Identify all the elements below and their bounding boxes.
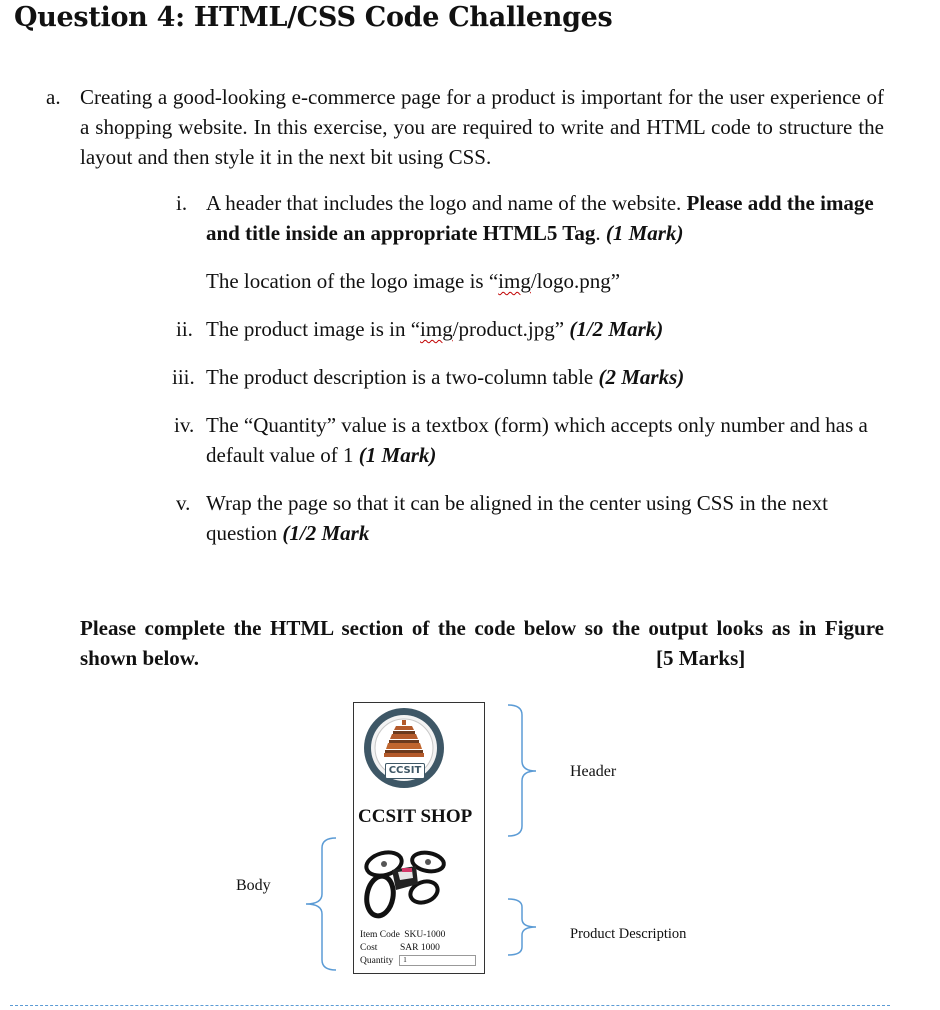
list-marker-a: a. [46, 85, 61, 109]
logo-location-note [206, 266, 620, 296]
item-ii-post: /product.jpg” [452, 317, 570, 341]
list-marker-i: i. [176, 191, 188, 215]
header-brace-icon [504, 703, 544, 838]
item-iii-text: The product description is a two-column table [206, 365, 599, 389]
product-image [358, 838, 458, 926]
item-iv-mark: (1 Mark) [358, 443, 437, 467]
drone-icon [358, 838, 458, 926]
intro-paragraph: Creating a good-looking e-commerce page for a product is important for the user experience of a shopping website. In this exercise, you are required to write and HTML code to structure the layout and then style it in the next bit using CSS. [80, 85, 884, 169]
logo-text: CCSIT [385, 763, 425, 779]
item-i-text: A header that includes the logo and name of the website. [206, 191, 687, 215]
marks-total: [5 Marks] [656, 646, 746, 670]
desc-row-cost [360, 942, 440, 955]
list-marker-iii: iii. [172, 365, 195, 389]
instruction-text: Please complete the HTML section of the code below so the output looks as in Figure shown below. [80, 616, 884, 670]
quantity-input[interactable]: 1 [399, 955, 476, 966]
desc-row-quantity [360, 955, 476, 968]
shop-name: CCSIT SHOP [358, 806, 473, 827]
question-title: Question 4: HTML/CSS Code Challenges [14, 2, 613, 33]
logo-note-post: /logo.png” [530, 269, 621, 293]
item-ii [206, 314, 663, 344]
item-ii-img: img [420, 317, 453, 341]
item-iv [206, 410, 876, 470]
item-ii-mark: (1/2 Mark) [569, 317, 664, 341]
item-v [206, 488, 876, 548]
body-label: Body [236, 877, 271, 894]
item-i-mark: (1 Mark) [605, 221, 684, 245]
item-iv-text: The “Quantity” value is a textbox (form) which accepts only number and has a default value of 1 [206, 413, 868, 467]
item-i-bold: Please add the image and title inside an appropriate HTML5 Tag [206, 191, 874, 245]
product-description-label: Product Description [570, 926, 687, 942]
cost-value: SAR 1000 [400, 943, 440, 953]
item-ii-pre: The product image is in “ [206, 317, 421, 341]
logo-image [362, 706, 446, 790]
item-iii [206, 362, 684, 392]
cost-label: Cost [360, 943, 378, 953]
list-marker-iv: iv. [174, 413, 195, 437]
quantity-label: Quantity [360, 956, 394, 966]
item-code-value: SKU-1000 [404, 930, 446, 940]
logo-note-pre: The location of the logo image is “ [206, 269, 499, 293]
list-marker-v: v. [176, 491, 191, 515]
list-marker-ii: ii. [176, 317, 193, 341]
item-v-mark: (1/2 Mark [282, 521, 370, 545]
item-code-label: Item Code [360, 930, 400, 940]
header-label: Header [570, 763, 617, 780]
logo-note-img: img [498, 269, 531, 293]
body-brace-icon [300, 836, 340, 972]
dashed-separator [10, 1005, 890, 1006]
item-i-period: . [595, 221, 606, 245]
item-i [206, 188, 876, 248]
item-v-text: Wrap the page so that it can be aligned in the center using CSS in the next question [206, 491, 828, 545]
desc-row-item-code [360, 929, 445, 942]
item-iii-mark: (2 Marks) [598, 365, 685, 389]
product-description-brace-icon [504, 897, 544, 957]
